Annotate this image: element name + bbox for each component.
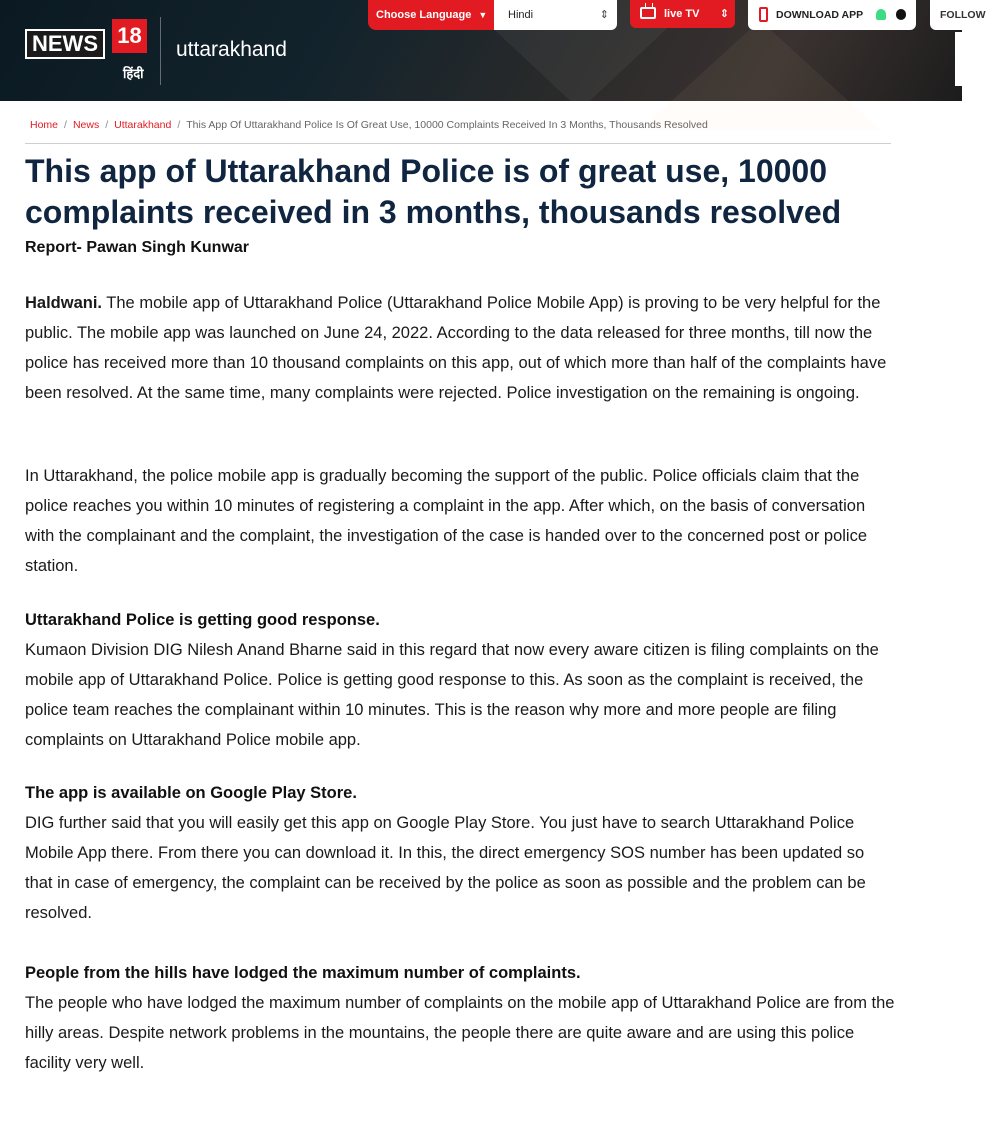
article-title: This app of Uttarakhand Police is of great use, 10000 complaints received in 3 months, thousands resolved [25,153,842,230]
logo-18-badge: 18 [112,19,147,53]
article-subheading-1: Uttarakhand Police is getting good response. [25,611,380,629]
breadcrumb-news[interactable]: News [72,119,100,131]
updown-chevron-icon: ⇕ [719,8,729,20]
apple-icon[interactable] [896,9,906,20]
logo-hindi-text: हिंदी [123,66,144,81]
article-paragraph-1 [25,288,895,408]
header-divider [160,17,161,85]
section-name-link[interactable]: uttarakhand [176,38,287,61]
follow-label: FOLLOW [940,9,986,21]
article-dateline: Haldwani. [25,294,103,312]
android-icon[interactable] [876,9,886,20]
article-paragraph-1-text: The mobile app of Uttarakhand Police (Uttarakhand Police Mobile App) is proving to be very helpful for the public. The mobile app was launched on June 24, 2022. According to the data released for three months, till now the police has received more than 10 thousand complaints on this app, out of which more than half of the complaints have been resolved. At the same time, many complaints were rejected. Police investigation on the remaining is ongoing. [25,294,887,402]
logo-news-text: NEWS [25,29,105,59]
live-tv-button[interactable] [630,0,735,28]
download-app-button[interactable] [748,0,916,30]
article-paragraph-3: Kumaon Division DIG Nilesh Anand Bharne said in this regard that now every aware citizen is filing complaints on the mobile app of Uttarakhand Police. Police is getting good response to this. As soon as the complaint is received, the police team reaches the complainant within 10 minutes. This is the reason why more and more people are filing complaints on Uttarakhand Police mobile app. [25,641,879,749]
breadcrumb-divider [25,143,891,144]
breadcrumb [30,119,890,131]
language-select[interactable] [494,0,617,30]
header-decoration [640,20,880,130]
tv-icon [640,7,656,19]
follow-button[interactable] [930,0,986,30]
article-paragraph-2: In Uttarakhand, the police mobile app is gradually becoming the support of the public. Police officials claim that the police reaches you within 10 minutes of registering a complaint in the app. After which, on the basis of conversation with the complainant and the complaint, the investigation of the case is handed over to the concerned post or police station. [25,467,868,575]
article-byline: Report- Pawan Singh Kunwar [25,239,250,256]
breadcrumb-current: This App Of Uttarakhand Police Is Of Great Use, 10000 Complaints Received In 3 Months, Thousands Resolved [186,119,708,131]
breadcrumb-home[interactable]: Home [30,119,59,131]
article-paragraph-4: DIG further said that you will easily get this app on Google Play Store. You just have to search Uttarakhand Police Mobile App there. From there you can download it. In this, the direct emergency SOS number has been updated so that in case of emergency, the complaint can be received by the police as soon as possible and the problem can be resolved. [25,814,866,922]
breadcrumb-separator: / [177,119,181,131]
article-paragraph-5: The people who have lodged the maximum number of complaints on the mobile app of Uttarakhand Police are from the hilly areas. Despite network problems in the mountains, the people there are quite aware and are using this police facility very well. [25,994,895,1072]
live-tv-label: live TV [664,8,700,20]
news18-logo[interactable] [25,19,147,81]
header-side-panel [955,32,962,86]
mobile-phone-icon [759,7,768,22]
download-app-label: DOWNLOAD APP [776,9,864,21]
article-subheading-2: The app is available on Google Play Store. [25,784,357,802]
choose-language-text: Choose Language [376,9,472,21]
breadcrumb-separator: / [105,119,109,131]
site-header [0,0,986,101]
choose-language-label[interactable] [368,0,494,30]
caret-down-icon: ▼ [478,10,488,20]
language-select-value: Hindi [508,9,534,21]
breadcrumb-uttarakhand[interactable]: Uttarakhand [114,119,172,131]
updown-chevron-icon: ⇕ [599,9,609,21]
breadcrumb-separator: / [64,119,67,131]
article-subheading-3: People from the hills have lodged the maximum number of complaints. [25,964,581,982]
